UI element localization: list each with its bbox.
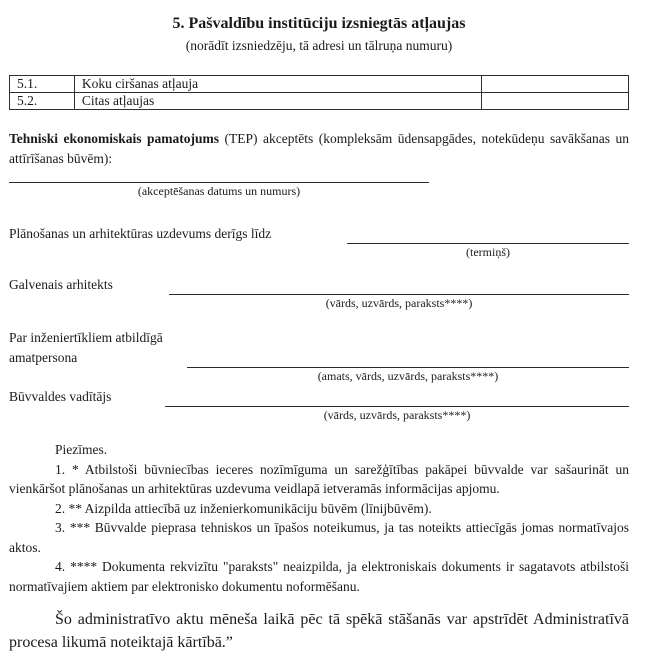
field-utilities-official <box>9 328 629 383</box>
note-item: 1. * Atbilstoši būvniecības ieceres nozīmīguma un sarežģītības pakāpei būvvalde var sašaurināt un vienkāršot plānošanas un arhitektūras uzdevuma veidlapā ietveramās informācijas apjomu. <box>9 461 629 496</box>
tep-rest-text: (TEP) akceptēts (kompleksām ūdensapgādes, notekūdeņu savākšanas un attīrīšanas būvēm): <box>9 131 629 166</box>
note-item: 3. *** Būvvalde pieprasa tehniskos un īpašos noteikumus, ja tas noteikts attiecīgās jomas normatīvajos aktos. <box>9 520 629 555</box>
field-label: Būvvaldes vadītājs <box>9 389 112 404</box>
line-caption: (vārds, uzvārds, paraksts****) <box>323 408 471 422</box>
row-value-cell <box>482 76 629 93</box>
field-label: Galvenais arhitekts <box>9 277 113 292</box>
notes-heading: Piezīmes. <box>55 442 108 457</box>
table-row <box>10 93 629 110</box>
field-board-head <box>9 387 629 422</box>
closing-paragraph: Šo administratīvo aktu mēneša laikā pēc tā spēkā stāšanās var apstrīdēt Administratīvā procesa likumā noteiktajā kārtībā.” <box>9 611 629 651</box>
table-row <box>10 76 629 93</box>
row-number-cell: 5.1. <box>10 76 75 93</box>
signature-line <box>169 294 629 310</box>
tep-fill-line <box>9 182 429 198</box>
note-item: 2. ** Aizpilda attiecībā uz inženierkomunikāciju būvēm (līnijbūvēm). <box>55 500 432 516</box>
tep-paragraph <box>9 129 629 169</box>
line-caption: (vārds, uzvārds, paraksts****) <box>325 296 473 310</box>
tep-line-caption: (akceptēšanas datums un numurs) <box>137 184 301 198</box>
field-chief-architect <box>9 275 629 310</box>
signature-line <box>187 367 629 383</box>
row-value-cell <box>482 93 629 110</box>
note-item: 4. **** Dokumenta rekvizītu "paraksts" neaizpilda, ja elektroniskais dokuments ir sagatavots atbilstoši normatīvajiem aktiem par elektronisko dokumentu noformēšanu. <box>9 559 629 594</box>
line-caption: (amats, vārds, uzvārds, paraksts****) <box>317 369 499 383</box>
row-label-cell: Koku ciršanas atļauja <box>74 76 481 93</box>
row-number-cell: 5.2. <box>10 93 75 110</box>
tep-bold-lead: Tehniski ekonomiskais pamatojums <box>9 131 220 146</box>
section-subtitle: (norādīt izsniedzēju, tā adresi un tālruņa numuru) <box>185 38 453 53</box>
field-validity-term <box>9 224 629 259</box>
signature-line <box>347 243 629 259</box>
field-label: Par inženiertīkliem atbildīgā amatpersona <box>9 330 163 365</box>
notes-section <box>9 440 629 596</box>
signature-line <box>165 406 629 422</box>
permits-table <box>9 75 629 110</box>
field-label: Plānošanas un arhitektūras uzdevums derīgs līdz <box>9 226 272 241</box>
row-label-cell: Citas atļaujas <box>74 93 481 110</box>
section-title: 5. Pašvaldību institūciju izsniegtās atļaujas <box>172 15 466 32</box>
line-caption: (termiņš) <box>466 245 510 259</box>
